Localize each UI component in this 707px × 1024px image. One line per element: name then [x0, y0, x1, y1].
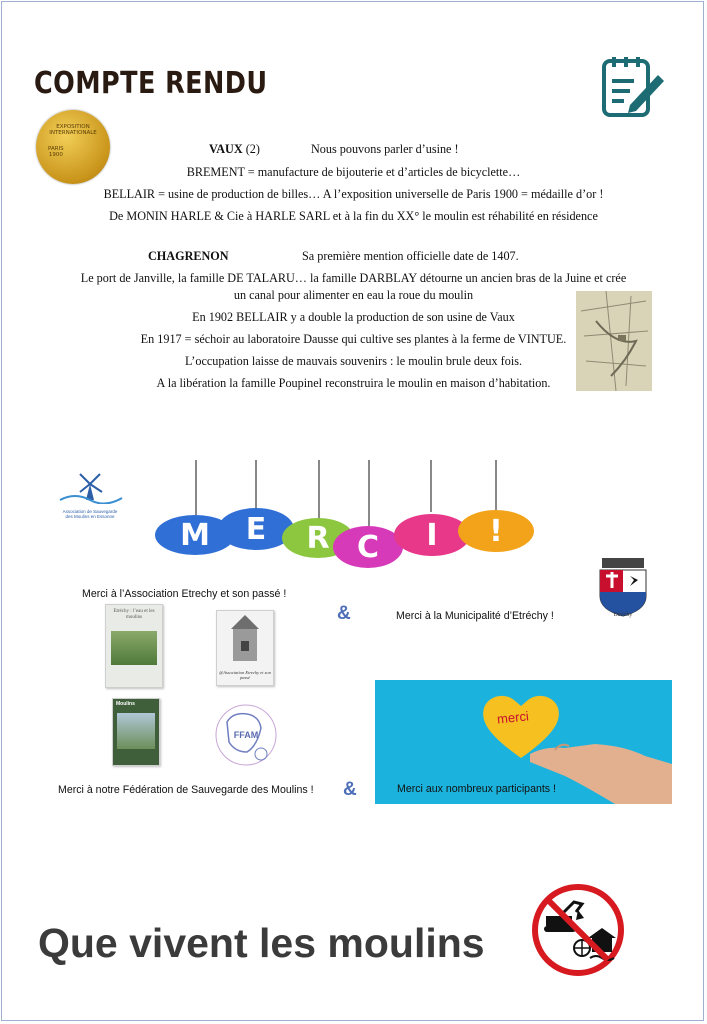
- church-drawing-icon: [217, 611, 273, 665]
- chagrenon-line-3: En 1902 BELLAIR y a double la production de son usine de Vaux: [192, 310, 515, 324]
- thanks-participants: Merci aux nombreux participants !: [397, 783, 556, 795]
- ffam-logo: [213, 702, 279, 768]
- chagrenon-line-6: A la libération la famille Poupinel reconstruira le moulin en maison d’habitation.: [156, 376, 551, 390]
- thanks-municipalite: Merci à la Municipalité d’Etréchy !: [396, 610, 554, 622]
- thanks-association: Merci à l’Association Etrechy et son passé !: [82, 588, 287, 600]
- heart-text: merci: [496, 708, 530, 727]
- association-logo-line-2: des Moulins en Essonne: [65, 514, 115, 519]
- merci-letter-r: R: [282, 518, 354, 558]
- chagrenon-line-2: un canal pour alimenter en eau la roue du moulin: [233, 288, 474, 302]
- chagrenon-line-1: Le port de Janville, la famille DE TALARU… la famille DARBLAY détourne un ancien bras de la Juine et crée: [80, 271, 627, 285]
- chagrenon-name: CHAGRENON: [148, 249, 229, 263]
- chagrenon-line-4: En 1917 = séchoir au laboratoire Dausse qui cultive ses plantes à la ferme de VINTUE.: [140, 332, 567, 346]
- book-cover-association: [216, 610, 274, 686]
- banner-string: [368, 460, 370, 526]
- merci-letter-m: M: [155, 515, 235, 555]
- association-logo: [50, 470, 130, 520]
- old-map-image: [576, 291, 652, 391]
- vaux-heading: [209, 142, 260, 157]
- notepad-pencil-icon: [600, 55, 668, 119]
- chagrenon-intro: Sa première mention officielle date de 1407.: [302, 249, 519, 263]
- merci-letter-i: I: [394, 514, 470, 556]
- page-title: COMPTE RENDU: [34, 66, 268, 101]
- ampersand-2: &: [343, 779, 357, 800]
- book-cover-etrechy-eau: [105, 604, 163, 688]
- merci-banner: [150, 460, 540, 575]
- banner-string: [255, 460, 257, 508]
- vaux-intro: Nous pouvons parler d’usine !: [311, 142, 459, 156]
- crest-label: Etréchy: [613, 612, 633, 618]
- vaux-line-3: De MONIN HARLE & Cie à HARLE SARL et à la fin du XX° le moulin est réhabilité en résidence: [109, 209, 598, 223]
- book-cover-moulins: [112, 698, 160, 766]
- vaux-line-2: BELLAIR = usine de production de billes… A l’exposition universelle de Paris 1900 = médaille d’or !: [103, 187, 604, 201]
- merci-letter-c: C: [333, 526, 403, 568]
- book-1-title: Etréchy : l’eau et les moulins: [113, 609, 155, 620]
- merci-letter-e: E: [218, 508, 294, 550]
- book-2-caption: @Association Etrechy et son passé: [219, 670, 271, 680]
- etrechy-crest: [596, 558, 650, 622]
- participants-image: [375, 680, 672, 804]
- medal-line-1: EXPOSITION: [56, 124, 90, 130]
- ffam-label: FFAM: [233, 730, 259, 740]
- banner-string: [318, 460, 320, 520]
- footer-slogan: Que vivent les moulins: [38, 920, 485, 966]
- vaux-name: VAUX: [209, 142, 243, 156]
- medal-line-4: 1900: [48, 152, 63, 158]
- medal-line-2: INTERNATIONALE: [49, 130, 97, 136]
- merci-exclamation: !: [458, 510, 534, 552]
- vaux-line-1: BREMENT = manufacture de bijouterie et d’articles de bicyclette…: [186, 165, 521, 179]
- book-1-photo: [111, 631, 157, 665]
- ampersand-1: &: [337, 603, 351, 624]
- vaux-ref: (2): [242, 142, 260, 156]
- association-logo-line-1: Association de Sauvegarde: [62, 509, 118, 514]
- book-3-title: Moulins: [116, 701, 135, 707]
- windmill-icon: [50, 470, 130, 504]
- banner-string: [430, 460, 432, 512]
- banner-string: [195, 460, 197, 515]
- thanks-federation: Merci à notre Fédération de Sauvegarde des Moulins !: [58, 784, 314, 796]
- chagrenon-line-5: L’occupation laisse de mauvais souvenirs : le moulin brule deux fois.: [184, 354, 522, 368]
- book-3-photo: [117, 713, 155, 749]
- banner-string: [495, 460, 497, 510]
- medal-line-3: PARIS: [48, 146, 64, 152]
- excavator-mill-prohibition-icon: [530, 882, 626, 978]
